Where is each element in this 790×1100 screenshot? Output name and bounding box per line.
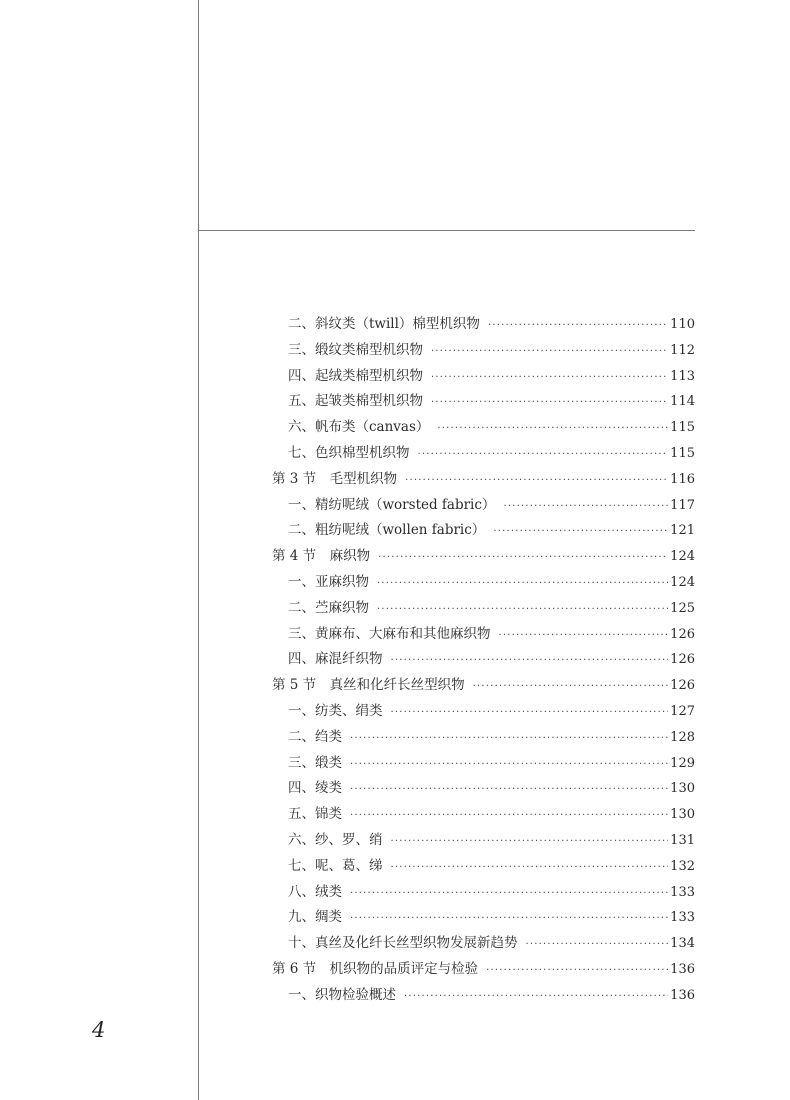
toc-dot-leader [350,752,668,778]
toc-dot-leader [493,519,668,545]
toc-entry-title: 第 3 节 毛型机织物 [272,470,398,487]
toc-dot-leader [391,648,669,674]
toc-subsection-entry[interactable] [272,931,695,957]
toc-entry-page: 117 [670,497,695,513]
toc-dot-leader [377,571,668,597]
toc-entry-page: 126 [670,652,695,668]
toc-entry-page: 112 [670,342,695,358]
toc-section-entry[interactable] [272,467,695,493]
toc-subsection-entry[interactable] [272,596,695,622]
toc-subsection-entry[interactable] [272,518,695,544]
toc-entry-title: 一、精纺呢绒（worsted fabric） [288,496,496,513]
toc-dot-leader [486,958,668,984]
toc-entry-title: 第 5 节 真丝和化纤长丝型织物 [272,677,465,694]
toc-entry-title: 一、亚麻织物 [288,573,369,590]
toc-entry-page: 124 [670,574,695,590]
toc-dot-leader [350,881,668,907]
toc-dot-leader [391,700,669,726]
toc-dot-leader [391,829,669,855]
toc-dot-leader [503,494,668,520]
toc-entry-title: 三、缎类 [288,754,342,771]
horizontal-rule [198,230,695,231]
toc-subsection-entry[interactable] [272,647,695,673]
toc-entry-page: 126 [670,678,695,694]
toc-entry-page: 114 [670,394,695,410]
toc-entry-title: 六、纱、罗、绡 [288,831,383,848]
toc-entry-title: 四、绫类 [288,780,342,797]
toc-entry-title: 四、起绒类棉型机织物 [288,367,423,384]
toc-entry-page: 130 [670,781,695,797]
toc-dot-leader [473,674,669,700]
toc-entry-page: 132 [670,858,695,874]
vertical-rule [198,0,199,1100]
toc-subsection-entry[interactable] [272,338,695,364]
toc-dot-leader [488,313,668,339]
toc-entry-title: 七、色织棉型机织物 [288,444,410,461]
toc-entry-page: 124 [670,549,695,565]
toc-entry-page: 136 [670,961,695,977]
toc-entry-title: 四、麻混纤织物 [288,651,383,668]
toc-dot-leader [526,932,669,958]
toc-dot-leader [431,390,668,416]
toc-entry-title: 八、绒类 [288,883,342,900]
toc-section-entry[interactable] [272,957,695,983]
toc-entry-title: 九、绸类 [288,909,342,926]
toc-entry-page: 115 [670,420,695,436]
toc-subsection-entry[interactable] [272,364,695,390]
toc-subsection-entry[interactable] [272,802,695,828]
toc-dot-leader [350,726,668,752]
toc-entry-title: 第 4 节 麻织物 [272,548,371,565]
toc-subsection-entry[interactable] [272,880,695,906]
toc-entry-title: 第 6 节 机织物的品质评定与检验 [272,960,479,977]
toc-entry-page: 116 [670,471,695,487]
toc-entry-title: 三、缎纹类棉型机织物 [288,341,423,358]
toc-subsection-entry[interactable] [272,622,695,648]
toc-dot-leader [350,777,668,803]
toc-entry-page: 128 [670,729,695,745]
toc-entry-title: 二、斜纹类（twill）棉型机织物 [288,316,480,332]
toc-subsection-entry[interactable] [272,828,695,854]
toc-subsection-entry[interactable] [272,699,695,725]
toc-subsection-entry[interactable] [272,776,695,802]
toc-entry-page: 127 [670,703,695,719]
toc-entry-title: 五、锦类 [288,806,342,823]
toc-entry-page: 121 [670,523,695,539]
toc-entry-page: 131 [670,832,695,848]
toc-dot-leader [431,365,668,391]
toc-dot-leader [350,803,668,829]
toc-subsection-entry[interactable] [272,493,695,519]
toc-entry-title: 六、帆布类（canvas） [288,419,430,436]
toc-entry-title: 二、绉类 [288,728,342,745]
toc-subsection-entry[interactable] [272,725,695,751]
toc-entry-title: 三、黄麻布、大麻布和其他麻织物 [288,625,491,642]
toc-entry-title: 十、真丝及化纤长丝型织物发展新趋势 [288,935,518,952]
toc-dot-leader [404,984,668,1010]
toc-entry-page: 115 [670,445,695,461]
toc-subsection-entry[interactable] [272,570,695,596]
toc-section-entry[interactable] [272,544,695,570]
toc-entry-title: 五、起皱类棉型机织物 [288,393,423,410]
toc-entry-page: 136 [670,987,695,1003]
toc-subsection-entry[interactable] [272,415,695,441]
toc-dot-leader [431,339,668,365]
table-of-contents [272,312,695,1009]
toc-subsection-entry[interactable] [272,751,695,777]
toc-entry-page: 126 [670,626,695,642]
toc-dot-leader [499,623,669,649]
toc-subsection-entry[interactable] [272,983,695,1009]
toc-entry-page: 110 [670,317,695,332]
toc-entry-title: 二、苎麻织物 [288,599,369,616]
toc-subsection-entry[interactable] [272,389,695,415]
toc-dot-leader [418,442,669,468]
toc-dot-leader [437,416,668,442]
toc-entry-title: 一、纺类、绢类 [288,702,383,719]
toc-dot-leader [350,906,668,932]
toc-entry-page: 133 [670,884,695,900]
toc-dot-leader [391,855,669,881]
toc-subsection-entry[interactable] [272,312,695,338]
toc-entry-page: 113 [670,368,695,384]
toc-entry-title: 一、织物检验概述 [288,986,396,1003]
toc-dot-leader [377,597,668,623]
toc-subsection-entry[interactable] [272,905,695,931]
toc-entry-page: 125 [670,600,695,616]
toc-entry-page: 134 [670,936,695,952]
toc-entry-page: 133 [670,910,695,926]
toc-entry-page: 129 [670,755,695,771]
toc-subsection-entry[interactable] [272,441,695,467]
toc-dot-leader [405,468,668,494]
toc-entry-title: 七、呢、葛、绨 [288,857,383,874]
toc-section-entry[interactable] [272,673,695,699]
toc-subsection-entry[interactable] [272,854,695,880]
page-number: 4 [92,1018,106,1042]
toc-dot-leader [378,545,668,571]
toc-entry-page: 130 [670,807,695,823]
toc-entry-title: 二、粗纺呢绒（wollen fabric） [288,522,486,539]
